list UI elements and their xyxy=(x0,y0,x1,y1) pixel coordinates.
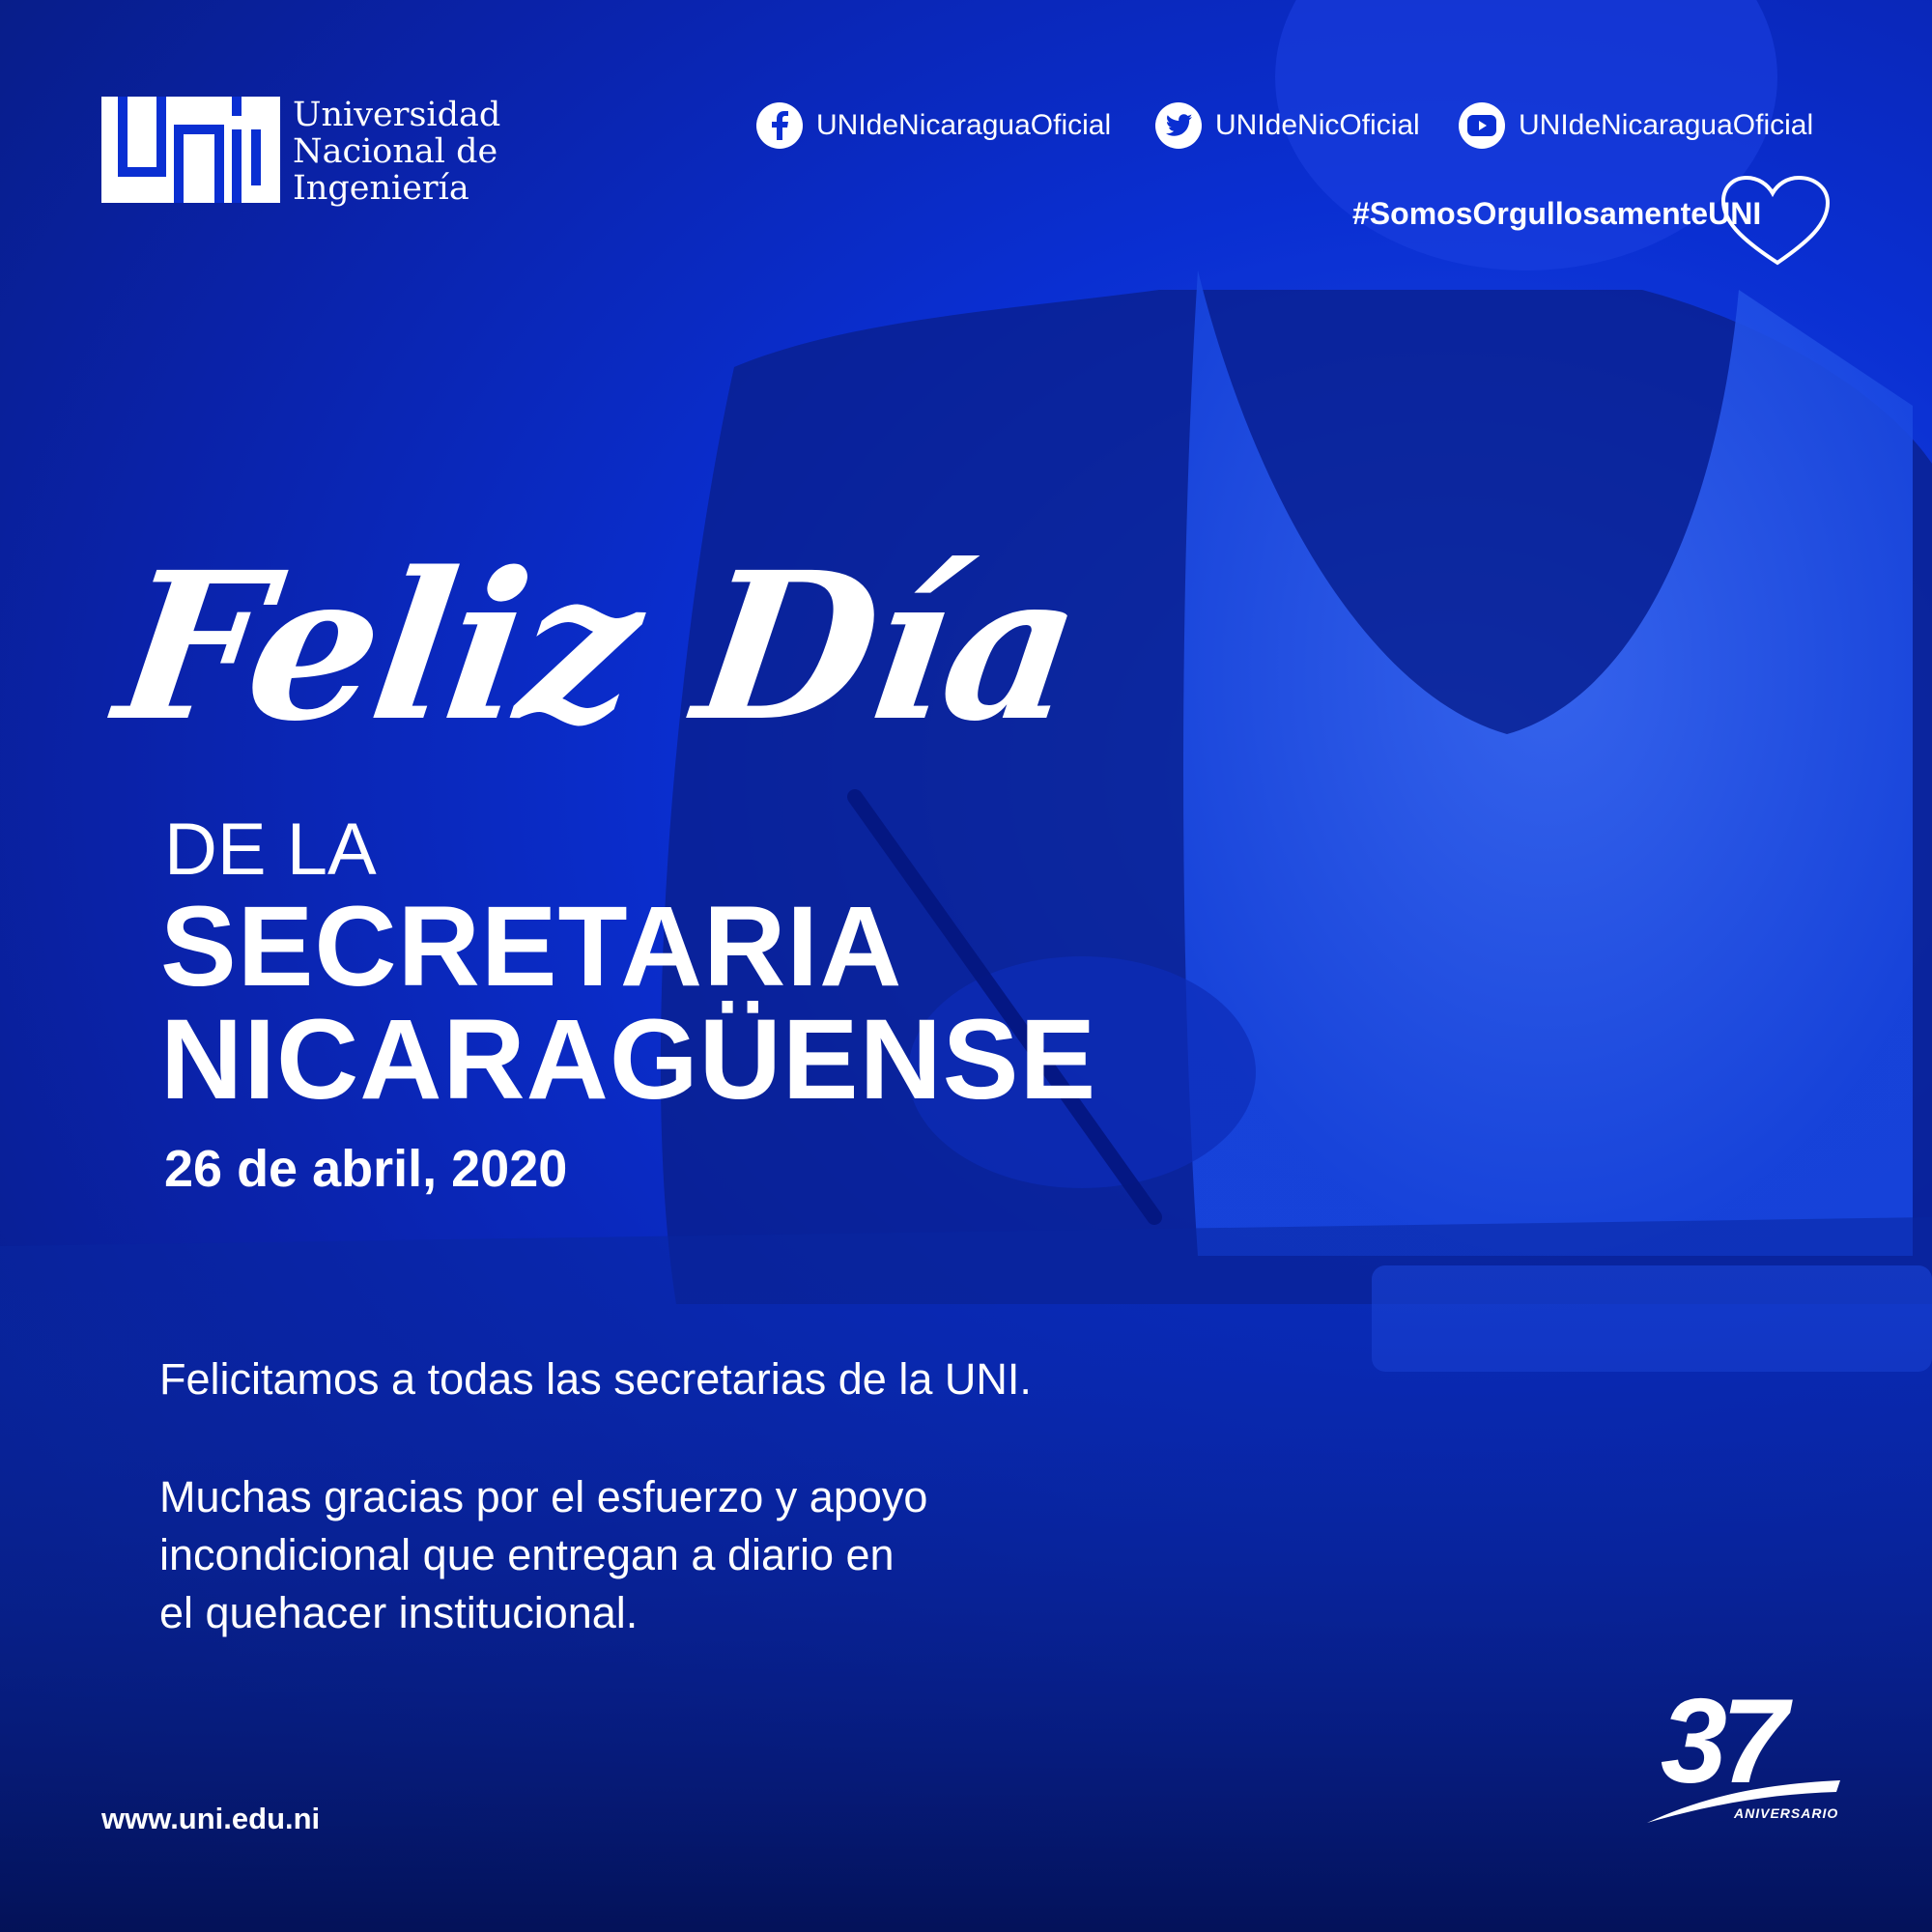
anniversary-badge xyxy=(1647,1675,1840,1835)
message-paragraph-2-line-2: incondicional que entregan a diario en xyxy=(159,1530,895,1579)
youtube-icon xyxy=(1459,102,1505,149)
twitter-handle: UNIdeNicOficial xyxy=(1215,109,1420,141)
social-facebook[interactable] xyxy=(756,101,1111,150)
facebook-icon xyxy=(756,102,803,149)
social-youtube[interactable] xyxy=(1459,101,1813,150)
headline-line-3: NICARAGÜENSE xyxy=(160,996,1097,1123)
logo-line-3: Ingeniería xyxy=(293,169,469,208)
headline-script: Feliz Día xyxy=(104,527,1091,766)
hashtag[interactable]: #SomosOrgullosamenteUNI xyxy=(1352,196,1762,231)
website-link[interactable]: www.uni.edu.ni xyxy=(101,1802,321,1835)
anniversary-number: 37 xyxy=(1661,1675,1782,1808)
twitter-icon xyxy=(1155,102,1202,149)
facebook-handle: UNIdeNicaraguaOficial xyxy=(816,109,1112,141)
uni-logo-text xyxy=(293,97,500,207)
youtube-handle: UNIdeNicaraguaOficial xyxy=(1519,109,1814,141)
uni-logo-mark xyxy=(101,97,280,203)
social-twitter[interactable] xyxy=(1155,101,1420,150)
message-paragraph-1: Felicitamos a todas las secretarias de la UNI. xyxy=(159,1354,1032,1404)
message-paragraph-2-line-1: Muchas gracias por el esfuerzo y apoyo xyxy=(159,1472,928,1521)
heart-icon xyxy=(1719,174,1835,270)
event-date: 26 de abril, 2020 xyxy=(164,1140,568,1198)
headline-line-1: DE LA xyxy=(164,809,377,891)
anniversary-label: ANIVERSARIO xyxy=(1734,1805,1839,1821)
uni-logo[interactable] xyxy=(101,97,507,213)
logo-line-2: Nacional de xyxy=(293,132,498,171)
headline-line-2: SECRETARIA xyxy=(160,883,903,1010)
logo-line-1: Universidad xyxy=(293,96,501,134)
message-paragraph-2-line-3: el quehacer institucional. xyxy=(159,1588,639,1637)
